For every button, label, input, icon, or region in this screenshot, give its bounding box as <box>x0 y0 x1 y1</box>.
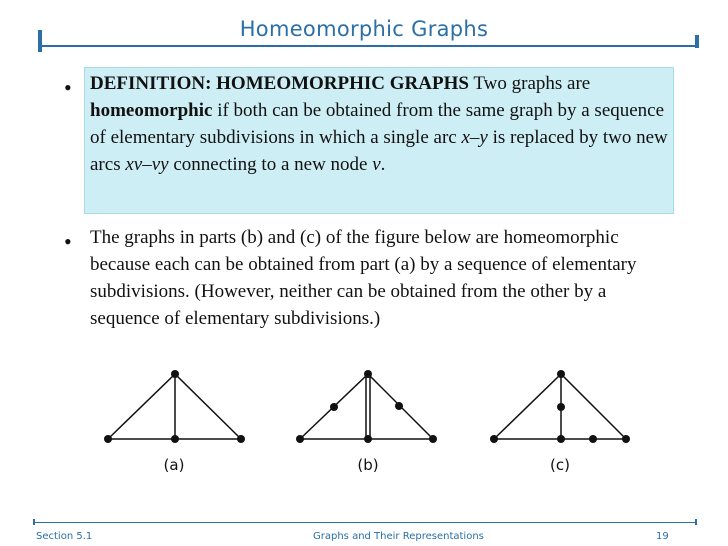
footer-rule-cap-left <box>33 519 35 525</box>
title-rule <box>38 45 698 47</box>
graph-node <box>490 435 498 443</box>
graph-node <box>589 435 597 443</box>
definition-text: is replaced by two new arcs <box>90 127 668 175</box>
graph-node <box>395 402 403 410</box>
footer-title: Graphs and Their Representations <box>313 531 484 542</box>
graph-node <box>330 403 338 411</box>
definition-paragraph <box>90 70 668 178</box>
graph-node <box>364 435 372 443</box>
definition-text: if both can be obtained from the same graph by a sequence of elementary subdivisions in which a single arc <box>90 100 665 148</box>
definition-node: v <box>372 154 381 175</box>
graph-node <box>364 370 372 378</box>
graph-node <box>557 370 565 378</box>
definition-text: . <box>380 154 386 175</box>
explanation-paragraph: The graphs in parts (b) and (c) of the figure below are homeomorphic because each can be obtained from part (a) by a sequence of elementary subdivisions. (However, neither can be obtained from the other by a sequence of elementary subdivisions.) <box>90 227 637 329</box>
title-rule-right-bar <box>695 35 699 48</box>
bullet-icon: • <box>64 75 72 100</box>
graph-node <box>237 435 245 443</box>
definition-text: connecting to a new node <box>168 154 373 175</box>
definition-heading: DEFINITION: HOMEOMORPHIC GRAPHS <box>90 73 469 94</box>
footer-section: Section 5.1 <box>36 531 93 542</box>
graph-node <box>557 435 565 443</box>
graph-node <box>429 435 437 443</box>
bullet-icon: • <box>64 229 72 254</box>
definition-arc: x–y <box>461 127 488 148</box>
graph-a <box>98 366 250 446</box>
definition-text: Two graphs are <box>468 73 591 94</box>
graph-b <box>292 366 444 446</box>
graph-node <box>622 435 630 443</box>
definition-new-arcs: xv–vy <box>125 154 169 175</box>
graph-node <box>296 435 304 443</box>
graph-c <box>486 366 638 446</box>
graph-node <box>104 435 112 443</box>
title-rule-left-bar <box>38 30 42 52</box>
graph-node <box>171 435 179 443</box>
caption-c: (c) <box>550 456 570 474</box>
slide-title: Homeomorphic Graphs <box>239 17 489 41</box>
graph-node <box>171 370 179 378</box>
caption-a: (a) <box>163 456 185 474</box>
page-number: 19 <box>656 531 669 542</box>
footer-rule <box>33 522 697 523</box>
graph-node <box>557 403 565 411</box>
footer-rule-cap-right <box>695 519 697 525</box>
caption-b: (b) <box>357 456 379 474</box>
definition-term: homeomorphic <box>90 100 213 121</box>
